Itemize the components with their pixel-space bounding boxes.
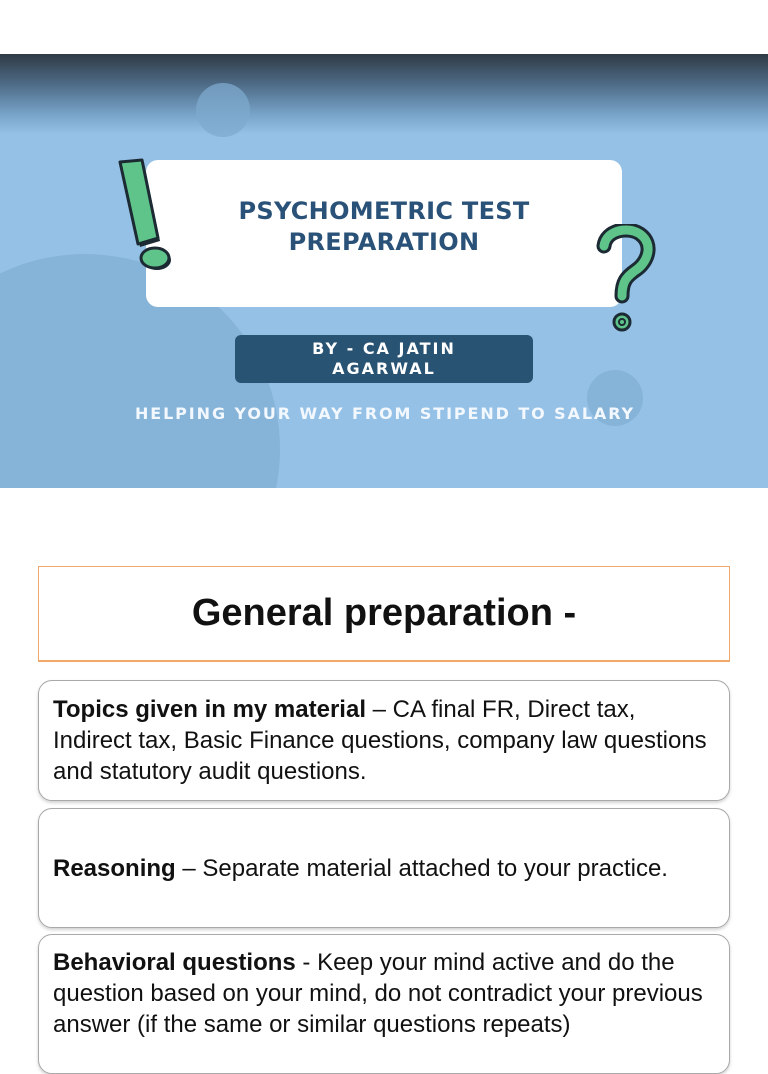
section-heading: General preparation - [191, 592, 577, 634]
card-label: Topics given in my material [53, 696, 366, 723]
info-card-behavioral [38, 934, 730, 1074]
card-text [53, 853, 668, 884]
tagline: HELPING YOUR WAY FROM STIPEND TO SALARY [134, 404, 636, 423]
info-card-topics [38, 680, 730, 801]
title-line-1: PSYCHOMETRIC TEST [238, 196, 530, 225]
card-label: Reasoning [53, 854, 176, 882]
question-mark-icon [594, 224, 656, 334]
author-line-2: AGARWAL [332, 359, 436, 378]
section-heading-box [38, 566, 730, 662]
background-circle-small [196, 83, 250, 137]
title-line-2: PREPARATION [288, 227, 480, 256]
author-line-1: BY - CA JATIN [312, 339, 456, 358]
card-text [53, 694, 715, 787]
exclamation-icon [112, 158, 174, 270]
card-label: Behavioral questions [53, 949, 296, 976]
card-text [53, 947, 715, 1040]
cover-banner [0, 54, 768, 488]
info-card-reasoning [38, 808, 730, 928]
title-card [146, 160, 622, 307]
card-body: – CA final FR, Direct tax, Indirect tax, Basic Finance questions, company law questions and statutory audit questions. [53, 696, 707, 785]
card-body: – Separate material attached to your practice. [175, 854, 668, 882]
author-badge [235, 335, 533, 383]
card-body: - Keep your mind active and do the question based on your mind, do not contradict your previous answer (if the same or similar questions repeats) [53, 949, 703, 1038]
